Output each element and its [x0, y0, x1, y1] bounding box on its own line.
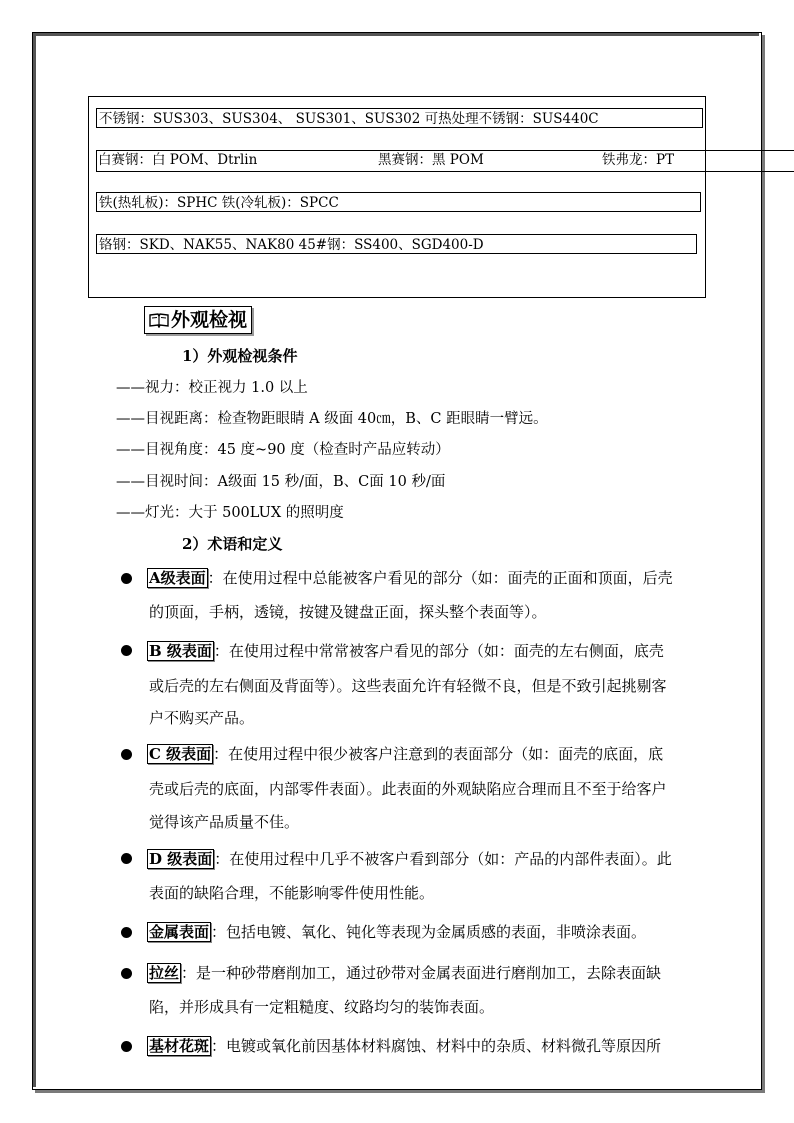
material-row-text: 铁(热轧板)：SPHC 铁(冷轧板)：SPCC [99, 195, 339, 211]
term-definition: ：在使用过程中很少被客户注意到的表面部分（如：面壳的底面，底 [213, 745, 664, 763]
term-definition: ：在使用过程中总能被客户看见的部分（如：面壳的正面和顶面，后壳 [207, 569, 673, 587]
term-item [147, 848, 672, 870]
material-black-pom: 黑赛钢：黑 POM [378, 152, 484, 168]
subheading-conditions: 1）外观检视条件 [182, 347, 298, 365]
material-white-pom: 白赛钢：白 POM、Dtrlin [98, 152, 258, 168]
condition-line: ——视力：校正视力 1.0 以上 [116, 380, 308, 396]
material-row-stainless [96, 108, 703, 128]
term-definition: ：在使用过程中常常被客户看见的部分（如：面壳的左右侧面，底壳 [213, 642, 664, 660]
term-label: B 级表面 [149, 642, 212, 660]
book-icon [149, 312, 169, 328]
term-label: 拉丝 [149, 964, 180, 982]
term-definition-cont: 壳或后壳的底面，内部零件表面）。此表面的外观缺陷应合理而且不至于给客户 [149, 780, 667, 798]
term-definition-cont: 户不购买产品。 [149, 709, 255, 727]
term-label: D 级表面 [149, 850, 213, 868]
material-row-text: 铬钢：SKD、NAK55、NAK80 45#钢：SS400、SGD400-D [99, 237, 484, 253]
row-rule-top [96, 150, 794, 151]
condition-line: ——灯光：大于 500LUX 的照明度 [116, 505, 344, 521]
condition-line: ——目视角度：45 度~90 度（检查时产品应转动） [116, 442, 450, 458]
term-definition: ：是一种砂带磨削加工，通过砂带对金属表面进行磨削加工，去除表面缺 [181, 964, 662, 982]
term-definition: ：电镀或氧化前因基体材料腐蚀、材料中的杂质、材料微孔等原因所 [211, 1037, 662, 1055]
term-label: 金属表面 [149, 923, 210, 941]
term-definition: ：在使用过程中几乎不被客户看到部分（如：产品的内部件表面）。此 [214, 850, 672, 868]
term-definition-cont: 或后壳的左右侧面及背面等）。这些表面允许有轻微不良，但是不致引起挑剔客 [149, 677, 667, 695]
bullet-icon [121, 927, 132, 938]
subheading-terms: 2）术语和定义 [182, 535, 283, 553]
bullet-icon [121, 749, 132, 760]
term-label: A级表面 [149, 569, 206, 587]
term-item [147, 1035, 661, 1057]
section-heading [144, 306, 252, 334]
bullet-icon [121, 968, 132, 979]
term-item [147, 567, 673, 589]
bullet-icon [121, 645, 132, 656]
material-row-iron [96, 192, 701, 212]
material-row-chrome-steel [96, 234, 697, 254]
term-label: 基材花斑 [149, 1037, 210, 1055]
material-row-pom [96, 150, 794, 172]
bullet-icon [121, 573, 132, 584]
material-teflon: 铁弗龙：PT [602, 152, 675, 168]
term-item [147, 962, 661, 984]
section-title: 外观检视 [171, 309, 248, 331]
condition-line: ——目视时间：A级面 15 秒/面，B、C面 10 秒/面 [116, 474, 446, 490]
frame-shadow [33, 33, 759, 36]
material-row-text: 不锈钢：SUS303、SUS304、 SUS301、SUS302 可热处理不锈钢：SUS440C [99, 111, 599, 127]
row-rule-bottom [96, 171, 794, 172]
term-definition-cont: 陷，并形成具有一定粗糙度、纹路均匀的装饰表面。 [149, 998, 495, 1016]
bullet-icon [121, 1041, 132, 1052]
term-label: C 级表面 [149, 745, 212, 763]
term-definition-cont: 觉得该产品质量不佳。 [149, 813, 300, 831]
term-item [147, 921, 646, 943]
term-item [147, 743, 663, 765]
frame-shadow [33, 33, 36, 1087]
bullet-icon [121, 853, 132, 864]
term-item [147, 640, 664, 662]
condition-line: ——目视距离：检查物距眼睛 A 级面 40㎝，B、C 距眼睛一臂远。 [116, 411, 548, 427]
term-definition-cont: 表面的缺陷合理，不能影响零件使用性能。 [149, 884, 435, 902]
term-definition: ：包括电镀、氧化、钝化等表现为金属质感的表面，非喷涂表面。 [211, 923, 647, 941]
term-definition-cont: 的顶面，手柄，透镜，按键及键盘正面，探头整个表面等）。 [149, 603, 547, 621]
row-rule-left [96, 150, 97, 172]
